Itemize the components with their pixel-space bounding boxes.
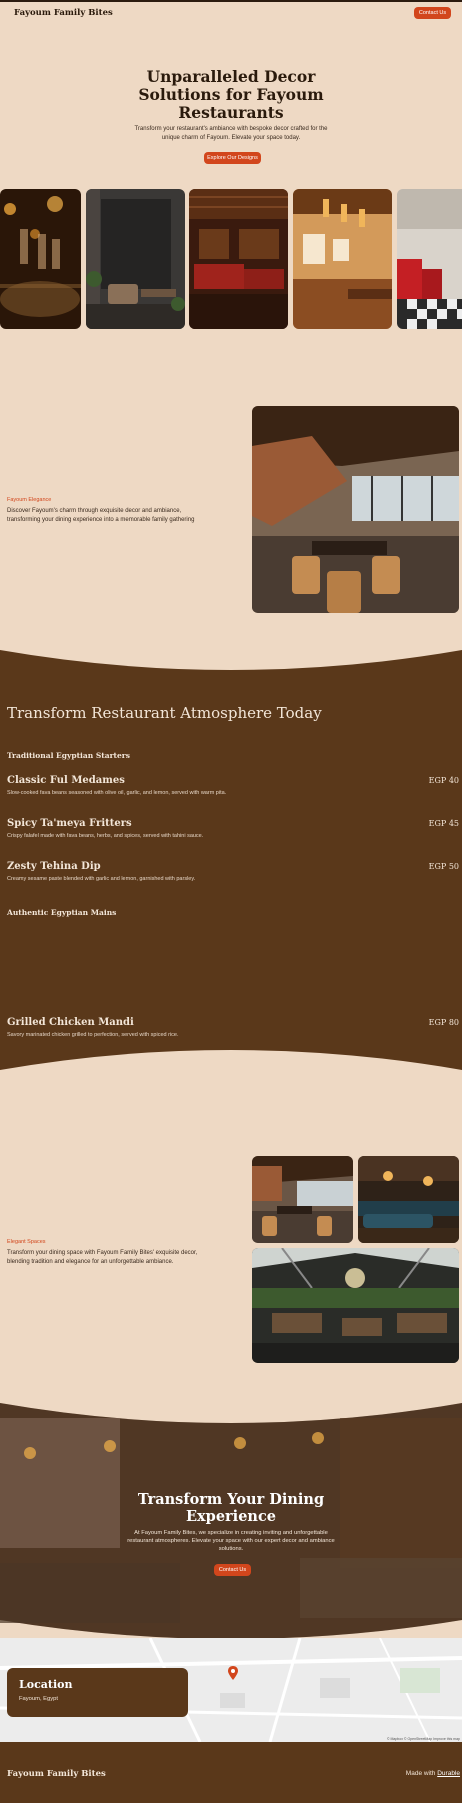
hero-title: Unparalleled Decor Solutions for Fayoum Restaurants [138,67,324,122]
location-card [7,1668,188,1717]
spaces-text: Transform your dining space with Fayoum Family Bites' exquisite decor, blending tradition and elegance for an unforgettable ambiance. [7,1250,198,1265]
menu-item-name: Classic Ful Medames [7,775,125,786]
hero-subtitle: Transform your restaurant's ambiance with bespoke decor crafted for the unique charm of Fayoum. Elevate your space today. [134,126,328,141]
location-title: Location [19,1678,73,1691]
restaurant-interior-photo [252,406,459,613]
durable-link[interactable]: Durable [437,1770,460,1777]
explore-designs-button[interactable]: Explore Our Designs [204,152,261,164]
elegance-text: Discover Fayoum's charm through exquisite decor and ambiance, transforming your dining experience into a memorable family gathering [7,508,195,523]
brand-logo[interactable]: Fayoum Family Bites [14,8,113,18]
menu-item-name: Grilled Chicken Mandi [7,1017,134,1028]
footer-brand[interactable]: Fayoum Family Bites [7,1769,106,1779]
location-address: Fayoum, Egypt [19,1696,58,1702]
brick-wall-photo [86,189,185,329]
menu-item-desc: Creamy sesame paste blended with garlic and lemon, garnished with parsley. [7,876,196,882]
checkered-diner-photo [397,189,462,329]
gallery-photo-3 [252,1248,459,1363]
menu-item-name: Spicy Ta'meya Fritters [7,818,132,829]
menu-item-price: EGP 50 [428,862,459,871]
menu-item-price: EGP 45 [428,819,459,828]
gallery-photo-2 [358,1156,459,1243]
category-title: Traditional Egyptian Starters [7,751,130,760]
contact-button[interactable]: Contact Us [414,7,451,19]
banner-subtitle: At Fayoum Family Bites, we specialize in creating inviting and unforgettable restaurant atmospheres. Elevate your space with our expert decor and ambiance solutions. [127,1530,335,1552]
menu-item-price: EGP 80 [428,1018,459,1027]
red-booths-photo [189,189,288,329]
menu-title: Transform Restaurant Atmosphere Today [7,704,322,722]
map-attribution[interactable]: © Mapbox © OpenStreetMap Improve this map [386,1737,460,1741]
menu-item-desc: Slow-cooked fava beans seasoned with olive oil, garlic, and lemon, served with warm pita. [7,790,227,796]
spaces-eyebrow: Elegant Spaces [7,1239,46,1245]
wood-interior-photo [293,189,392,329]
made-with-durable [380,1770,460,1777]
map-pin-icon[interactable] [228,1666,238,1680]
menu-item-desc: Savory marinated chicken grilled to perfection, served with spiced rice. [7,1032,179,1038]
menu-item-desc: Crispy falafel made with fava beans, herbs, and spices, served with tahini sauce. [7,833,204,839]
wine-glasses-photo [0,189,81,329]
elegance-eyebrow: Fayoum Elegance [7,497,52,503]
banner-contact-button[interactable]: Contact Us [214,1564,251,1576]
category-title: Authentic Egyptian Mains [7,908,117,917]
menu-item-price: EGP 40 [428,776,459,785]
made-with-text: Made with [405,1770,436,1777]
gallery-photo-1 [252,1156,353,1243]
menu-item-name: Zesty Tehina Dip [7,861,101,872]
banner-title: Transform Your Dining Experience [137,1491,325,1525]
